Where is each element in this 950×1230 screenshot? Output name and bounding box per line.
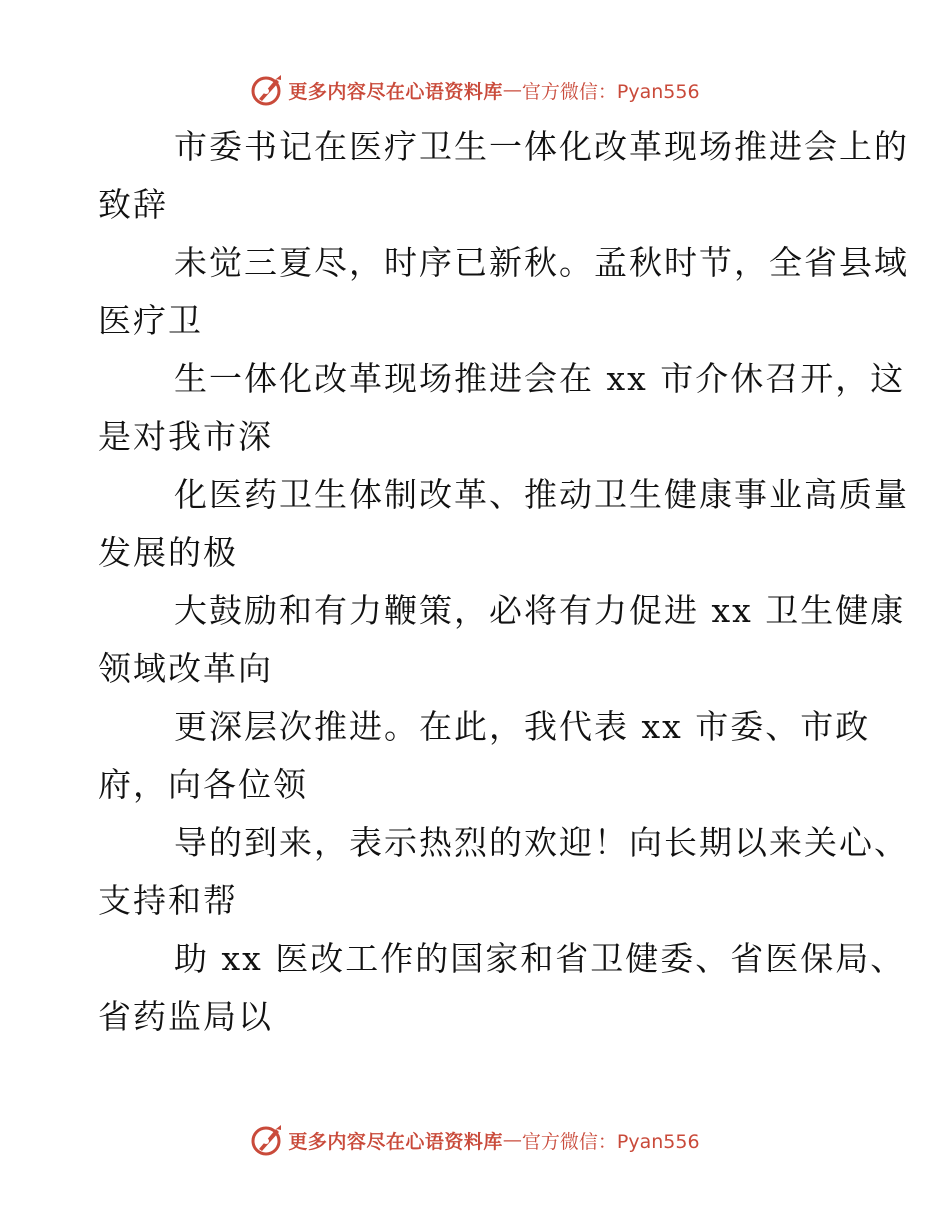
doc-line: 是对我市深 bbox=[98, 417, 273, 456]
doc-line: 支持和帮 bbox=[98, 881, 238, 920]
banner-title: 更多内容尽在心语资料库 bbox=[288, 80, 503, 103]
banner-separator: — bbox=[502, 1129, 522, 1151]
doc-line: 未觉三夏尽，时序已新秋。孟秋时节，全省县域 bbox=[174, 243, 909, 282]
banner-separator: — bbox=[502, 79, 522, 101]
doc-line: 更深层次推进。在此，我代表 xx 市委、市政 bbox=[174, 707, 871, 746]
doc-line: 市委书记在医疗卫生一体化改革现场推进会上的 bbox=[174, 127, 909, 166]
doc-line: 大鼓励和有力鞭策，必将有力促进 xx 卫生健康 bbox=[174, 591, 906, 630]
doc-line: 领域改革向 bbox=[98, 649, 273, 688]
doc-line: 导的到来，表示热烈的欢迎！向长期以来关心、 bbox=[174, 823, 909, 862]
banner-wechat: 官方微信：Pyan556 bbox=[521, 1130, 700, 1153]
doc-line: 府，向各位领 bbox=[98, 765, 308, 804]
doc-line: 省药监局以 bbox=[98, 997, 273, 1036]
doc-line: 化医药卫生体制改革、推动卫生健康事业高质量 bbox=[174, 475, 909, 514]
footer-banner bbox=[0, 1120, 950, 1160]
header-banner bbox=[0, 70, 950, 110]
banner-title: 更多内容尽在心语资料库 bbox=[288, 1130, 503, 1153]
quill-pen-logo-icon bbox=[250, 73, 284, 107]
doc-line: 医疗卫 bbox=[98, 301, 203, 340]
doc-line: 助 xx 医改工作的国家和省卫健委、省医保局、 bbox=[174, 939, 906, 978]
banner-wechat: 官方微信：Pyan556 bbox=[521, 80, 700, 103]
document-body bbox=[98, 118, 909, 1046]
quill-pen-logo-icon bbox=[250, 1123, 284, 1157]
doc-line: 生一体化改革现场推进会在 xx 市介休召开，这 bbox=[174, 359, 906, 398]
doc-line: 发展的极 bbox=[98, 533, 238, 572]
doc-line: 致辞 bbox=[98, 185, 168, 224]
